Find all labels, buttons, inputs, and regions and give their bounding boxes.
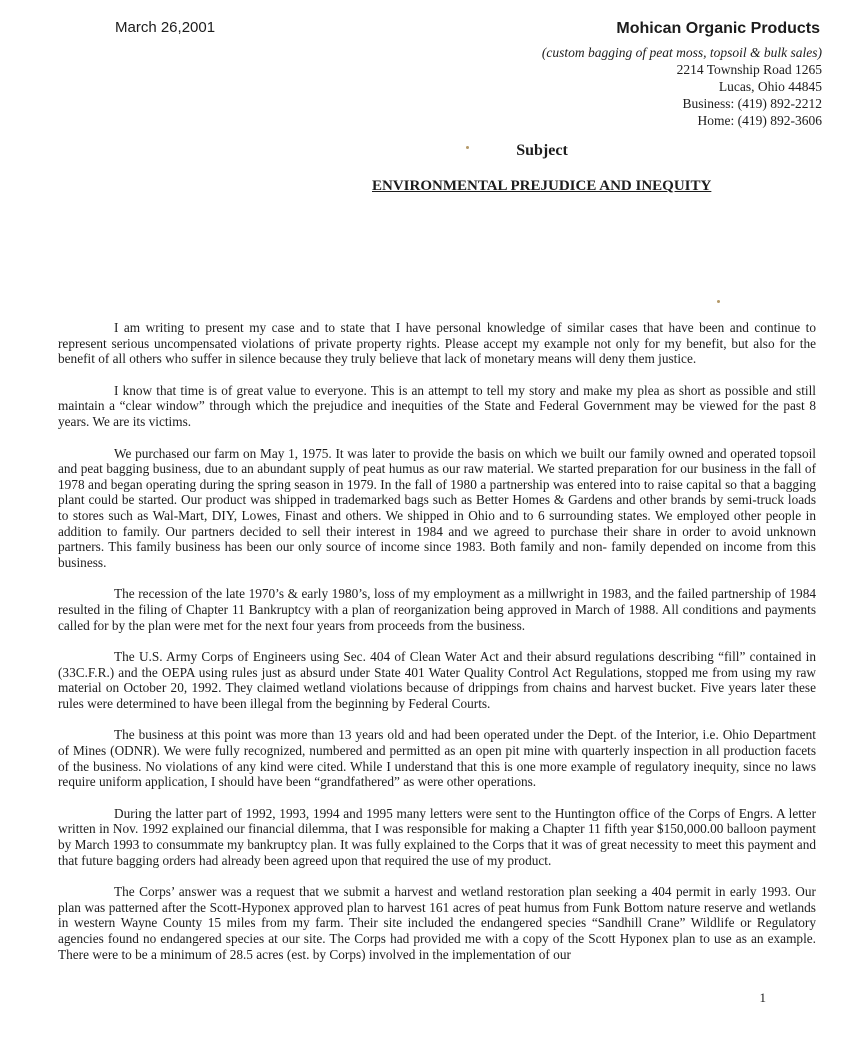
paragraph: We purchased our farm on May 1, 1975. It was later to provide the basis on which we built our family owned and operated topsoil and peat bagging business, due to an abundant supply of peat humus as our raw material. We started preparation for our business in the fall of 1978 and began operating during the spring season in 1979. In the fall of 1980 a partnership was entered into to raise capital so that a bagging plant could be started. Our product was shipped in trademarked bags such as Better Homes & Gardens and other brands by semi-truck loads to stores such as Wal-Mart, DIY, Lowes, Finast and others. We shipped in Ohio and to 6 surrounding states. We employed other people in addition to family. Our partners decided to sell their interest in 1984 and we agreed to purchase their share in order to avoid unknown partners. This family business has been our only source of income since 1983. Both family and non- family depended on income from this business. [58,445,816,570]
letter-date: March 26,2001 [115,19,216,36]
scan-speck [717,300,720,303]
page-number: 1 [759,990,766,1005]
contact-block [542,44,822,129]
paragraph: The U.S. Army Corps of Engineers using Sec. 404 of Clean Water Act and their absurd regulations describing “fill” contained in (33C.F.R.) and the OEPA using rules just as absurd under State 401 Water Quality Control Act Regulations, stopped me from using my raw material on October 20, 1992. They claimed wetland violations because of drippings from chains and harvest bucket. Five years later these rules were determined to have been illegal from the beginning by Federal Courts. [58,649,816,711]
company-tagline: (custom bagging of peat moss, topsoil & bulk sales) [541,45,822,60]
paragraph: The Corps’ answer was a request that we submit a harvest and wetland restoration plan seeking a 404 permit in early 1993. Our plan was patterned after the Scott-Hyponex approved plan to harvest 161 acres of peat humus from Funk Bottom nature reserve and wetlands in western Wayne County 15 miles from my farm. Their site included the endangered species “Sandhill Crane” Wildlife or Regulatory agencies found no endangered species at our site. The Corps had provided me with a copy of the Scott Hyponex plan to use as an example. There were to be a minimum of 28.5 acres (est. by Corps) involved in the implementation of our [58,884,816,962]
scan-speck [466,146,469,149]
paragraph: During the latter part of 1992, 1993, 1994 and 1995 many letters were sent to the Huntington office of the Corps of Engrs. A letter written in Nov. 1992 explained our financial dilemma, that I was responsible for making a Chapter 11 fifth year $150,000.00 balloon payment by March 1993 to consummate my bankruptcy plan. It was fully explained to the Corps that it was of great necessity to meet this payment and that future bagging orders had already been agreed upon that required the use of my product. [58,805,816,868]
paragraph: The recession of the late 1970’s & early 1980’s, loss of my employment as a millwright in 1983, and the failed partnership of 1984 resulted in the filing of Chapter 11 Bankruptcy with a plan of reorganization being approved in March of 1988. All conditions and payments called for by the plan were met for the next four years from proceeds from the business. [58,586,816,633]
document-title: ENVIRONMENTAL PREJUDICE AND INEQUITY [372,178,712,194]
letter-body [58,320,816,978]
paragraph: The business at this point was more than 13 years old and had been operated under the Dept. of the Interior, i.e. Ohio Department of Mines (ODNR). We were fully recognized, numbered and permitted as an open pit mine with quarterly inspection in all production facets of the business. No violations of any kind were cited. While I understand that this is one more example of regulatory inequity, since no laws require uniform application, I should have been “grandfathered” as were other operations. [58,727,816,790]
business-phone: Business: (419) 892-2212 [682,96,822,111]
paragraph: I know that time is of great value to everyone. This is an attempt to tell my story and make my plea as short as possible and still maintain a “clear window” through which the prejudice and inequities of the State and Federal Government may be viewed for the past 8 years. We are its victims. [58,382,816,429]
address-city: Lucas, Ohio 44845 [718,79,822,94]
home-phone: Home: (419) 892-3606 [697,113,822,128]
subject-label: Subject [516,142,568,159]
address-street: 2214 Township Road 1265 [676,62,822,77]
paragraph: I am writing to present my case and to state that I have personal knowledge of similar cases that have been and continue to represent serious uncompensated violations of private property rights. Please accept my example not only for my benefit, but also for the benefit of all others who suffer in silence because they truly believe that lack of monetary means will deny them justice. [58,320,816,367]
company-name: Mohican Organic Products [616,20,820,37]
